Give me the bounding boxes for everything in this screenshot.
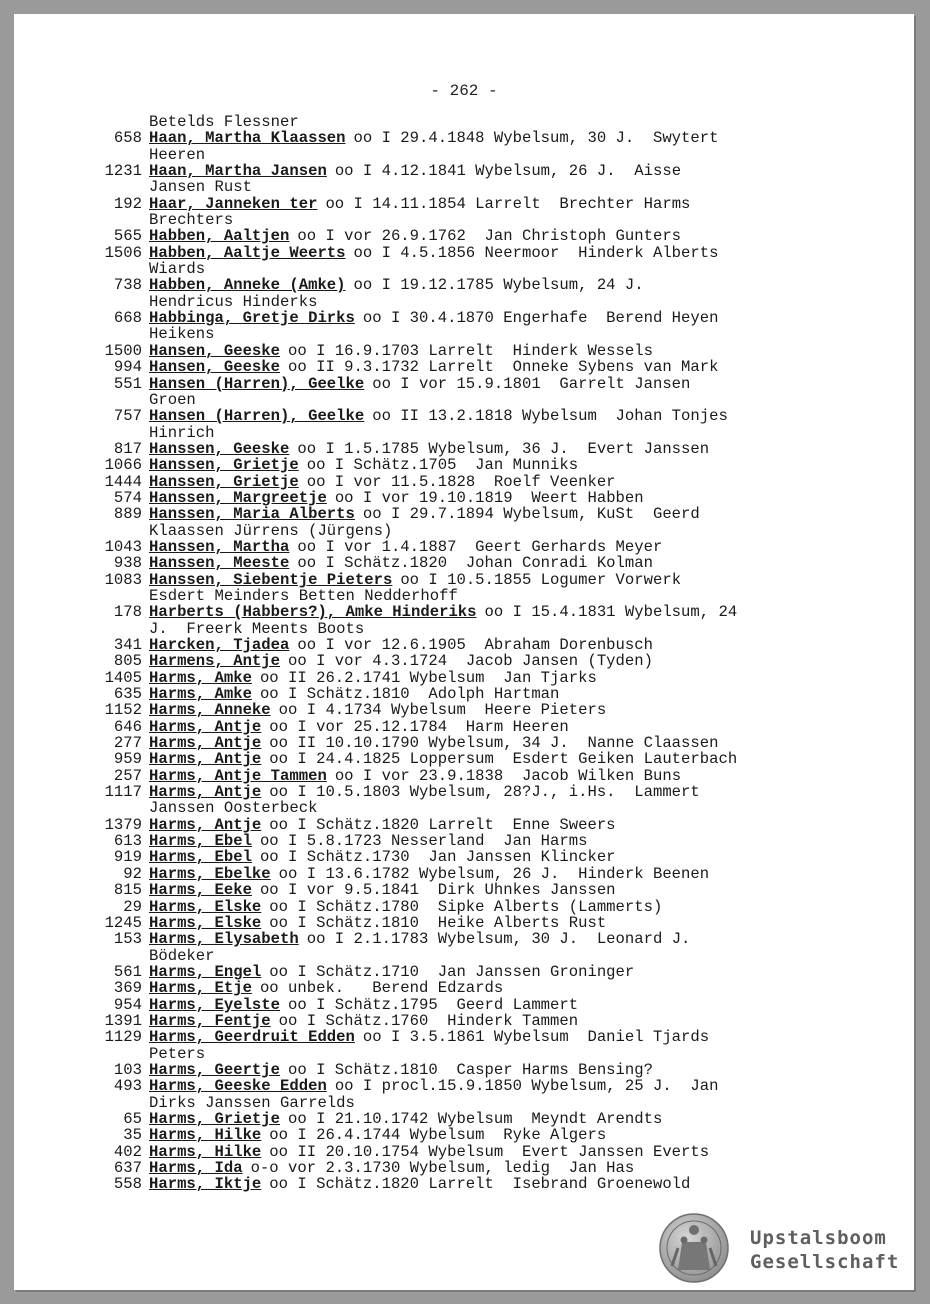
entry-number: 402 [113, 1142, 142, 1161]
entry-name: Harms, Amke [149, 668, 252, 687]
entry-main-line [84, 1176, 894, 1192]
entry-main-line [84, 1062, 894, 1078]
entry-row [84, 866, 894, 882]
entry-name: Hanssen, Grietje [149, 472, 299, 491]
entry-details: oo I Schätz.1730 Jan Janssen Klincker [259, 848, 616, 867]
entry-continuation: Wiards [149, 260, 206, 279]
entry-name: Harms, Elske [149, 913, 262, 932]
entry-details: oo I 29.4.1848 Wybelsum, 30 J. Swytert [353, 129, 719, 148]
entry-number: 1245 [104, 913, 142, 932]
entry-row [84, 1111, 894, 1127]
entry-name: Harms, Antje [149, 717, 262, 736]
entry-main-line [84, 1127, 894, 1143]
entry-number: 1379 [104, 815, 142, 834]
entry-number: 29 [123, 897, 142, 916]
entry-number: 959 [113, 750, 142, 769]
entry-details: oo I 24.4.1825 Loppersum Esdert Geiken Lauterbach [269, 750, 738, 769]
society-logo [658, 1212, 908, 1288]
entry-details: oo II 9.3.1732 Larrelt Onneke Sybens van Mark [288, 358, 719, 377]
entry-main-line [84, 702, 894, 718]
entry-continuation: Groen [149, 390, 196, 409]
entry-main-line [84, 228, 894, 244]
entry-main-line [84, 915, 894, 931]
entry-name: Habbinga, Gretje Dirks [149, 309, 355, 328]
entry-details: o-o vor 2.3.1730 Wybelsum, ledig Jan Has [250, 1159, 635, 1177]
entry-details: oo I procl.15.9.1850 Wybelsum, 25 J. Jan [334, 1077, 719, 1096]
entry-number: 574 [113, 488, 142, 507]
entry-number: 613 [113, 832, 142, 851]
entry-continuation: Heikens [149, 325, 215, 344]
entry-main-line [84, 572, 894, 588]
continuation-line [84, 114, 894, 130]
entry-details: oo I Schätz.1810 Heike Alberts Rust [269, 913, 607, 932]
entry-main-line [84, 997, 894, 1013]
entry-row [84, 490, 894, 506]
entry-number: 178 [113, 603, 142, 622]
entry-name: Harms, Antje [149, 783, 262, 802]
entry-main-line [84, 163, 894, 179]
entry-name: Hanssen, Geeske [149, 439, 290, 458]
entry-name: Haan, Martha Jansen [149, 162, 327, 181]
entry-details: oo II 26.2.1741 Wybelsum Jan Tjarks [259, 668, 597, 687]
entry-number: 65 [123, 1109, 142, 1128]
entry-number: 637 [113, 1159, 142, 1177]
entry-main-line [84, 686, 894, 702]
entry-container [84, 130, 894, 1192]
entry-row [84, 474, 894, 490]
entry-number: 658 [113, 129, 142, 148]
entry-number: 369 [113, 979, 142, 998]
entry-number: 635 [113, 685, 142, 704]
entry-row [84, 882, 894, 898]
entry-row [84, 849, 894, 865]
entry-continuation: Hinrich [149, 423, 215, 442]
entry-main-line [84, 899, 894, 915]
entry-row [84, 817, 894, 833]
entry-number: 994 [113, 358, 142, 377]
logo-line-1: Upstalsboom [750, 1227, 887, 1249]
entry-details: oo I vor 26.9.1762 Jan Christoph Gunters [297, 227, 682, 246]
entry-name: Haan, Martha Klaassen [149, 129, 346, 148]
entry-number: 1405 [104, 668, 142, 687]
entry-name: Hanssen, Grietje [149, 456, 299, 475]
entry-name: Harms, Antje [149, 734, 262, 753]
entry-name: Hanssen, Meeste [149, 554, 290, 573]
entry-main-line [84, 1078, 894, 1094]
entry-name: Hanssen, Siebentje Pieters [149, 570, 393, 589]
entry-details: oo I 14.11.1854 Larrelt Brechter Harms [325, 194, 691, 213]
entry-row [84, 196, 894, 229]
entry-row [84, 376, 894, 409]
entry-details: oo I 30.4.1870 Engerhafe Berend Heyen [362, 309, 719, 328]
entry-continuation: Bödeker [149, 946, 215, 965]
entry-number: 919 [113, 848, 142, 867]
entry-number: 1231 [104, 162, 142, 181]
entry-details: oo I 16.9.1703 Larrelt Hinderk Wessels [288, 341, 653, 360]
entry-details: oo I 2.1.1783 Wybelsum, 30 J. Leonard J. [306, 930, 691, 949]
entry-row [84, 1062, 894, 1078]
entry-main-line [84, 849, 894, 865]
entry-number: 341 [113, 636, 142, 654]
entry-details: oo I 13.6.1782 Wybelsum, 26 J. Hinderk Beenen [278, 864, 710, 883]
entry-row [84, 784, 894, 817]
entry-row [84, 343, 894, 359]
entry-row [84, 915, 894, 931]
entry-name: Habben, Anneke (Amke) [149, 276, 346, 295]
entry-number: 889 [113, 505, 142, 524]
entry-continuation: Dirks Janssen Garrelds [149, 1093, 355, 1112]
entry-name: Harms, Fentje [149, 1011, 271, 1030]
entry-main-line [84, 670, 894, 686]
entry-number: 1444 [104, 472, 142, 491]
entry-number: 738 [113, 276, 142, 295]
entry-details: oo I 4.5.1856 Neermoor Hinderk Alberts [353, 243, 719, 262]
entry-name: Harberts (Habbers?), Amke Hinderiks [149, 603, 477, 622]
entry-number: 153 [113, 930, 142, 949]
entry-main-line [84, 882, 894, 898]
entry-name: Harms, Grietje [149, 1109, 281, 1128]
entry-row [84, 130, 894, 163]
entry-row [84, 245, 894, 278]
entry-main-line [84, 1144, 894, 1160]
entry-number: 35 [123, 1126, 142, 1145]
entry-row [84, 310, 894, 343]
entry-main-line [84, 457, 894, 473]
entry-name: Habben, Aaltje Weerts [149, 243, 346, 262]
entry-list [84, 114, 894, 1193]
entry-name: Harms, Geerdruit Edden [149, 1028, 355, 1047]
entry-row [84, 735, 894, 751]
entry-name: Harms, Eyelste [149, 995, 281, 1014]
entry-details: oo I vor 25.12.1784 Harm Heeren [269, 717, 569, 736]
entry-details: oo I 10.5.1855 Logumer Vorwerk [400, 570, 682, 589]
entry-name: Harms, Elysabeth [149, 930, 299, 949]
entry-details: oo I Schätz.1760 Hinderk Tammen [278, 1011, 579, 1030]
entry-continuation: J. Freerk Meents Boots [149, 619, 365, 638]
entry-name: Hanssen, Margreetje [149, 488, 327, 507]
entry-name: Harms, Geeske Edden [149, 1077, 327, 1096]
entry-name: Harms, Anneke [149, 701, 271, 720]
entry-number: 668 [113, 309, 142, 328]
entry-number: 1066 [104, 456, 142, 475]
entry-row [84, 163, 894, 196]
entry-details: oo I vor 15.9.1801 Garrelt Jansen [372, 374, 691, 393]
entry-name: Harms, Antje Tammen [149, 766, 327, 785]
entry-row [84, 457, 894, 473]
entry-name: Harms, Antje [149, 815, 262, 834]
entry-number: 192 [113, 194, 142, 213]
entry-number: 757 [113, 407, 142, 426]
entry-details: oo I 3.5.1861 Wybelsum Daniel Tjards [362, 1028, 710, 1047]
entry-main-line [84, 637, 894, 653]
entry-details: oo I Schätz.1705 Jan Munniks [306, 456, 579, 475]
entry-continuation: Heeren [149, 145, 206, 164]
entry-main-line [84, 245, 894, 261]
entry-main-line [84, 277, 894, 293]
entry-row [84, 408, 894, 441]
entry-row [84, 506, 894, 539]
entry-main-line [84, 817, 894, 833]
entry-main-line [84, 310, 894, 326]
entry-name: Harms, Amke [149, 685, 252, 704]
entry-main-line [84, 719, 894, 735]
entry-name: Harcken, Tjadea [149, 636, 290, 654]
entry-details: oo I vor 9.5.1841 Dirk Uhnkes Janssen [259, 881, 616, 900]
entry-continuation: Betelds Flessner [149, 113, 299, 131]
entry-row [84, 653, 894, 669]
entry-details: oo I vor 19.10.1819 Weert Habben [334, 488, 644, 507]
entry-main-line [84, 359, 894, 375]
entry-row [84, 539, 894, 555]
entry-number: 1083 [104, 570, 142, 589]
entry-name: Harms, Iktje [149, 1175, 262, 1194]
logo-text [750, 1226, 899, 1274]
entry-details: oo I vor 23.9.1838 Jacob Wilken Buns [334, 766, 682, 785]
entry-name: Harms, Ebelke [149, 864, 271, 883]
entry-name: Harms, Eeke [149, 881, 252, 900]
entry-name: Harms, Hilke [149, 1126, 262, 1145]
entry-main-line [84, 784, 894, 800]
entry-details: oo I Schätz.1780 Sipke Alberts (Lammerts) [269, 897, 663, 916]
entry-number: 257 [113, 766, 142, 785]
entry-number: 1129 [104, 1028, 142, 1047]
entry-main-line [84, 735, 894, 751]
entry-name: Harms, Etje [149, 979, 252, 998]
entry-main-line [84, 980, 894, 996]
entry-row [84, 670, 894, 686]
entry-details: oo I 1.5.1785 Wybelsum, 36 J. Evert Janssen [297, 439, 710, 458]
entry-name: Harms, Hilke [149, 1142, 262, 1161]
entry-row [84, 768, 894, 784]
entry-number: 954 [113, 995, 142, 1014]
entry-name: Harms, Ebel [149, 848, 252, 867]
entry-details: oo I Schätz.1810 Adolph Hartman [259, 685, 560, 704]
entry-name: Hanssen, Martha [149, 537, 290, 556]
logo-line-2: Gesellschaft [750, 1251, 900, 1273]
entry-number: 1152 [104, 701, 142, 720]
entry-number: 1500 [104, 341, 142, 360]
entry-number: 815 [113, 881, 142, 900]
entry-details: oo I Schätz.1820 Johan Conradi Kolman [297, 554, 653, 573]
entry-details: oo I 5.8.1723 Nesserland Jan Harms [259, 832, 588, 851]
entry-details: oo I 4.12.1841 Wybelsum, 26 J. Aisse [334, 162, 682, 181]
entry-row [84, 702, 894, 718]
entry-name: Harms, Ebel [149, 832, 252, 851]
entry-number: 561 [113, 962, 142, 981]
entry-row [84, 1176, 894, 1192]
entry-details: oo I 21.10.1742 Wybelsum Meyndt Arendts [288, 1109, 663, 1128]
entry-name: Harms, Geertje [149, 1060, 281, 1079]
entry-details: oo I 29.7.1894 Wybelsum, KuSt Geerd [362, 505, 700, 524]
entry-row [84, 359, 894, 375]
entry-details: oo I vor 1.4.1887 Geert Gerhards Meyer [297, 537, 663, 556]
entry-main-line [84, 506, 894, 522]
entry-number: 938 [113, 554, 142, 573]
entry-name: Harmens, Antje [149, 652, 281, 671]
entry-row [84, 1127, 894, 1143]
entry-main-line [84, 1160, 894, 1176]
entry-number: 805 [113, 652, 142, 671]
document-page [14, 14, 914, 1290]
entry-name: Hansen, Geeske [149, 358, 281, 377]
entry-main-line [84, 866, 894, 882]
entry-name: Harms, Ida [149, 1159, 243, 1177]
page-number: - 262 - [430, 82, 498, 100]
entry-continuation: Peters [149, 1044, 206, 1063]
seal-icon [658, 1212, 730, 1284]
entry-number: 277 [113, 734, 142, 753]
entry-row [84, 604, 894, 637]
entry-main-line [84, 539, 894, 555]
entry-main-line [84, 964, 894, 980]
entry-main-line [84, 653, 894, 669]
entry-row [84, 572, 894, 605]
entry-row [84, 441, 894, 457]
entry-details: oo I 10.5.1803 Wybelsum, 28?J., i.Hs. Lammert [269, 783, 700, 802]
entry-row [84, 277, 894, 310]
entry-details: oo II 10.10.1790 Wybelsum, 34 J. Nanne Claassen [269, 734, 719, 753]
entry-name: Haar, Janneken ter [149, 194, 318, 213]
entry-details: oo I vor 4.3.1724 Jacob Jansen (Tyden) [288, 652, 653, 671]
entry-name: Hansen (Harren), Geelke [149, 407, 365, 426]
entry-main-line [84, 343, 894, 359]
entry-row [84, 686, 894, 702]
entry-row [84, 1029, 894, 1062]
entry-name: Harms, Engel [149, 962, 262, 981]
entry-main-line [84, 1111, 894, 1127]
entry-main-line [84, 490, 894, 506]
entry-row [84, 751, 894, 767]
entry-main-line [84, 130, 894, 146]
entry-name: Harms, Antje [149, 750, 262, 769]
entry-main-line [84, 441, 894, 457]
entry-details: oo I 15.4.1831 Wybelsum, 24 [484, 603, 738, 622]
entry-number: 1117 [104, 783, 142, 802]
entry-details: oo I Schätz.1795 Geerd Lammert [288, 995, 579, 1014]
entry-continuation: Klaassen Jürrens (Jürgens) [149, 521, 393, 540]
entry-row [84, 719, 894, 735]
entry-name: Habben, Aaltjen [149, 227, 290, 246]
entry-number: 103 [113, 1060, 142, 1079]
entry-main-line [84, 751, 894, 767]
entry-main-line [84, 376, 894, 392]
entry-main-line [84, 833, 894, 849]
entry-name: Hanssen, Maria Alberts [149, 505, 355, 524]
entry-continuation: Hendricus Hinderks [149, 292, 318, 311]
entry-main-line [84, 555, 894, 571]
entry-number: 817 [113, 439, 142, 458]
entry-details: oo I Schätz.1820 Larrelt Enne Sweers [269, 815, 616, 834]
entry-name: Hansen, Geeske [149, 341, 281, 360]
entry-main-line [84, 604, 894, 620]
entry-name: Harms, Elske [149, 897, 262, 916]
entry-row [84, 555, 894, 571]
entry-main-line [84, 474, 894, 490]
entry-main-line [84, 1029, 894, 1045]
entry-row [84, 980, 894, 996]
entry-number: 1043 [104, 537, 142, 556]
entry-row [84, 833, 894, 849]
entry-row [84, 1160, 894, 1176]
entry-number: 493 [113, 1077, 142, 1096]
entry-details: oo I vor 12.6.1905 Abraham Dorenbusch [297, 636, 653, 654]
entry-row [84, 997, 894, 1013]
entry-details: oo I Schätz.1810 Casper Harms Bensing? [288, 1060, 653, 1079]
entry-number: 558 [113, 1175, 142, 1194]
entry-continuation: Janssen Oosterbeck [149, 799, 318, 818]
entry-details: oo I Schätz.1710 Jan Janssen Groninger [269, 962, 635, 981]
entry-row [84, 899, 894, 915]
entry-main-line [84, 1013, 894, 1029]
entry-row [84, 964, 894, 980]
entry-details: oo I 26.4.1744 Wybelsum Ryke Algers [269, 1126, 607, 1145]
entry-row [84, 637, 894, 653]
entry-number: 1391 [104, 1011, 142, 1030]
entry-continuation: Jansen Rust [149, 178, 252, 197]
entry-number: 565 [113, 227, 142, 246]
entry-main-line [84, 196, 894, 212]
entry-details: oo I vor 11.5.1828 Roelf Veenker [306, 472, 616, 491]
entry-row [84, 228, 894, 244]
entry-row [84, 1078, 894, 1111]
entry-main-line [84, 931, 894, 947]
entry-name: Hansen (Harren), Geelke [149, 374, 365, 393]
entry-main-line [84, 408, 894, 424]
entry-number: 1506 [104, 243, 142, 262]
entry-details: oo II 13.2.1818 Wybelsum Johan Tonjes [372, 407, 728, 426]
entry-row [84, 931, 894, 964]
entry-number: 551 [113, 374, 142, 393]
entry-details: oo II 20.10.1754 Wybelsum Evert Janssen Everts [269, 1142, 710, 1161]
entry-number: 92 [123, 864, 142, 883]
entry-continuation: Esdert Meinders Betten Nedderhoff [149, 586, 458, 605]
entry-details: oo I 19.12.1785 Wybelsum, 24 J. [353, 276, 644, 295]
entry-details: oo I Schätz.1820 Larrelt Isebrand Groenewold [269, 1175, 691, 1194]
entry-row [84, 1013, 894, 1029]
entry-continuation: Brechters [149, 211, 234, 230]
entry-main-line [84, 768, 894, 784]
entry-number: 646 [113, 717, 142, 736]
entry-row [84, 1144, 894, 1160]
entry-details: oo I 4.1734 Wybelsum Heere Pieters [278, 701, 607, 720]
entry-details: oo unbek. Berend Edzards [259, 979, 504, 998]
